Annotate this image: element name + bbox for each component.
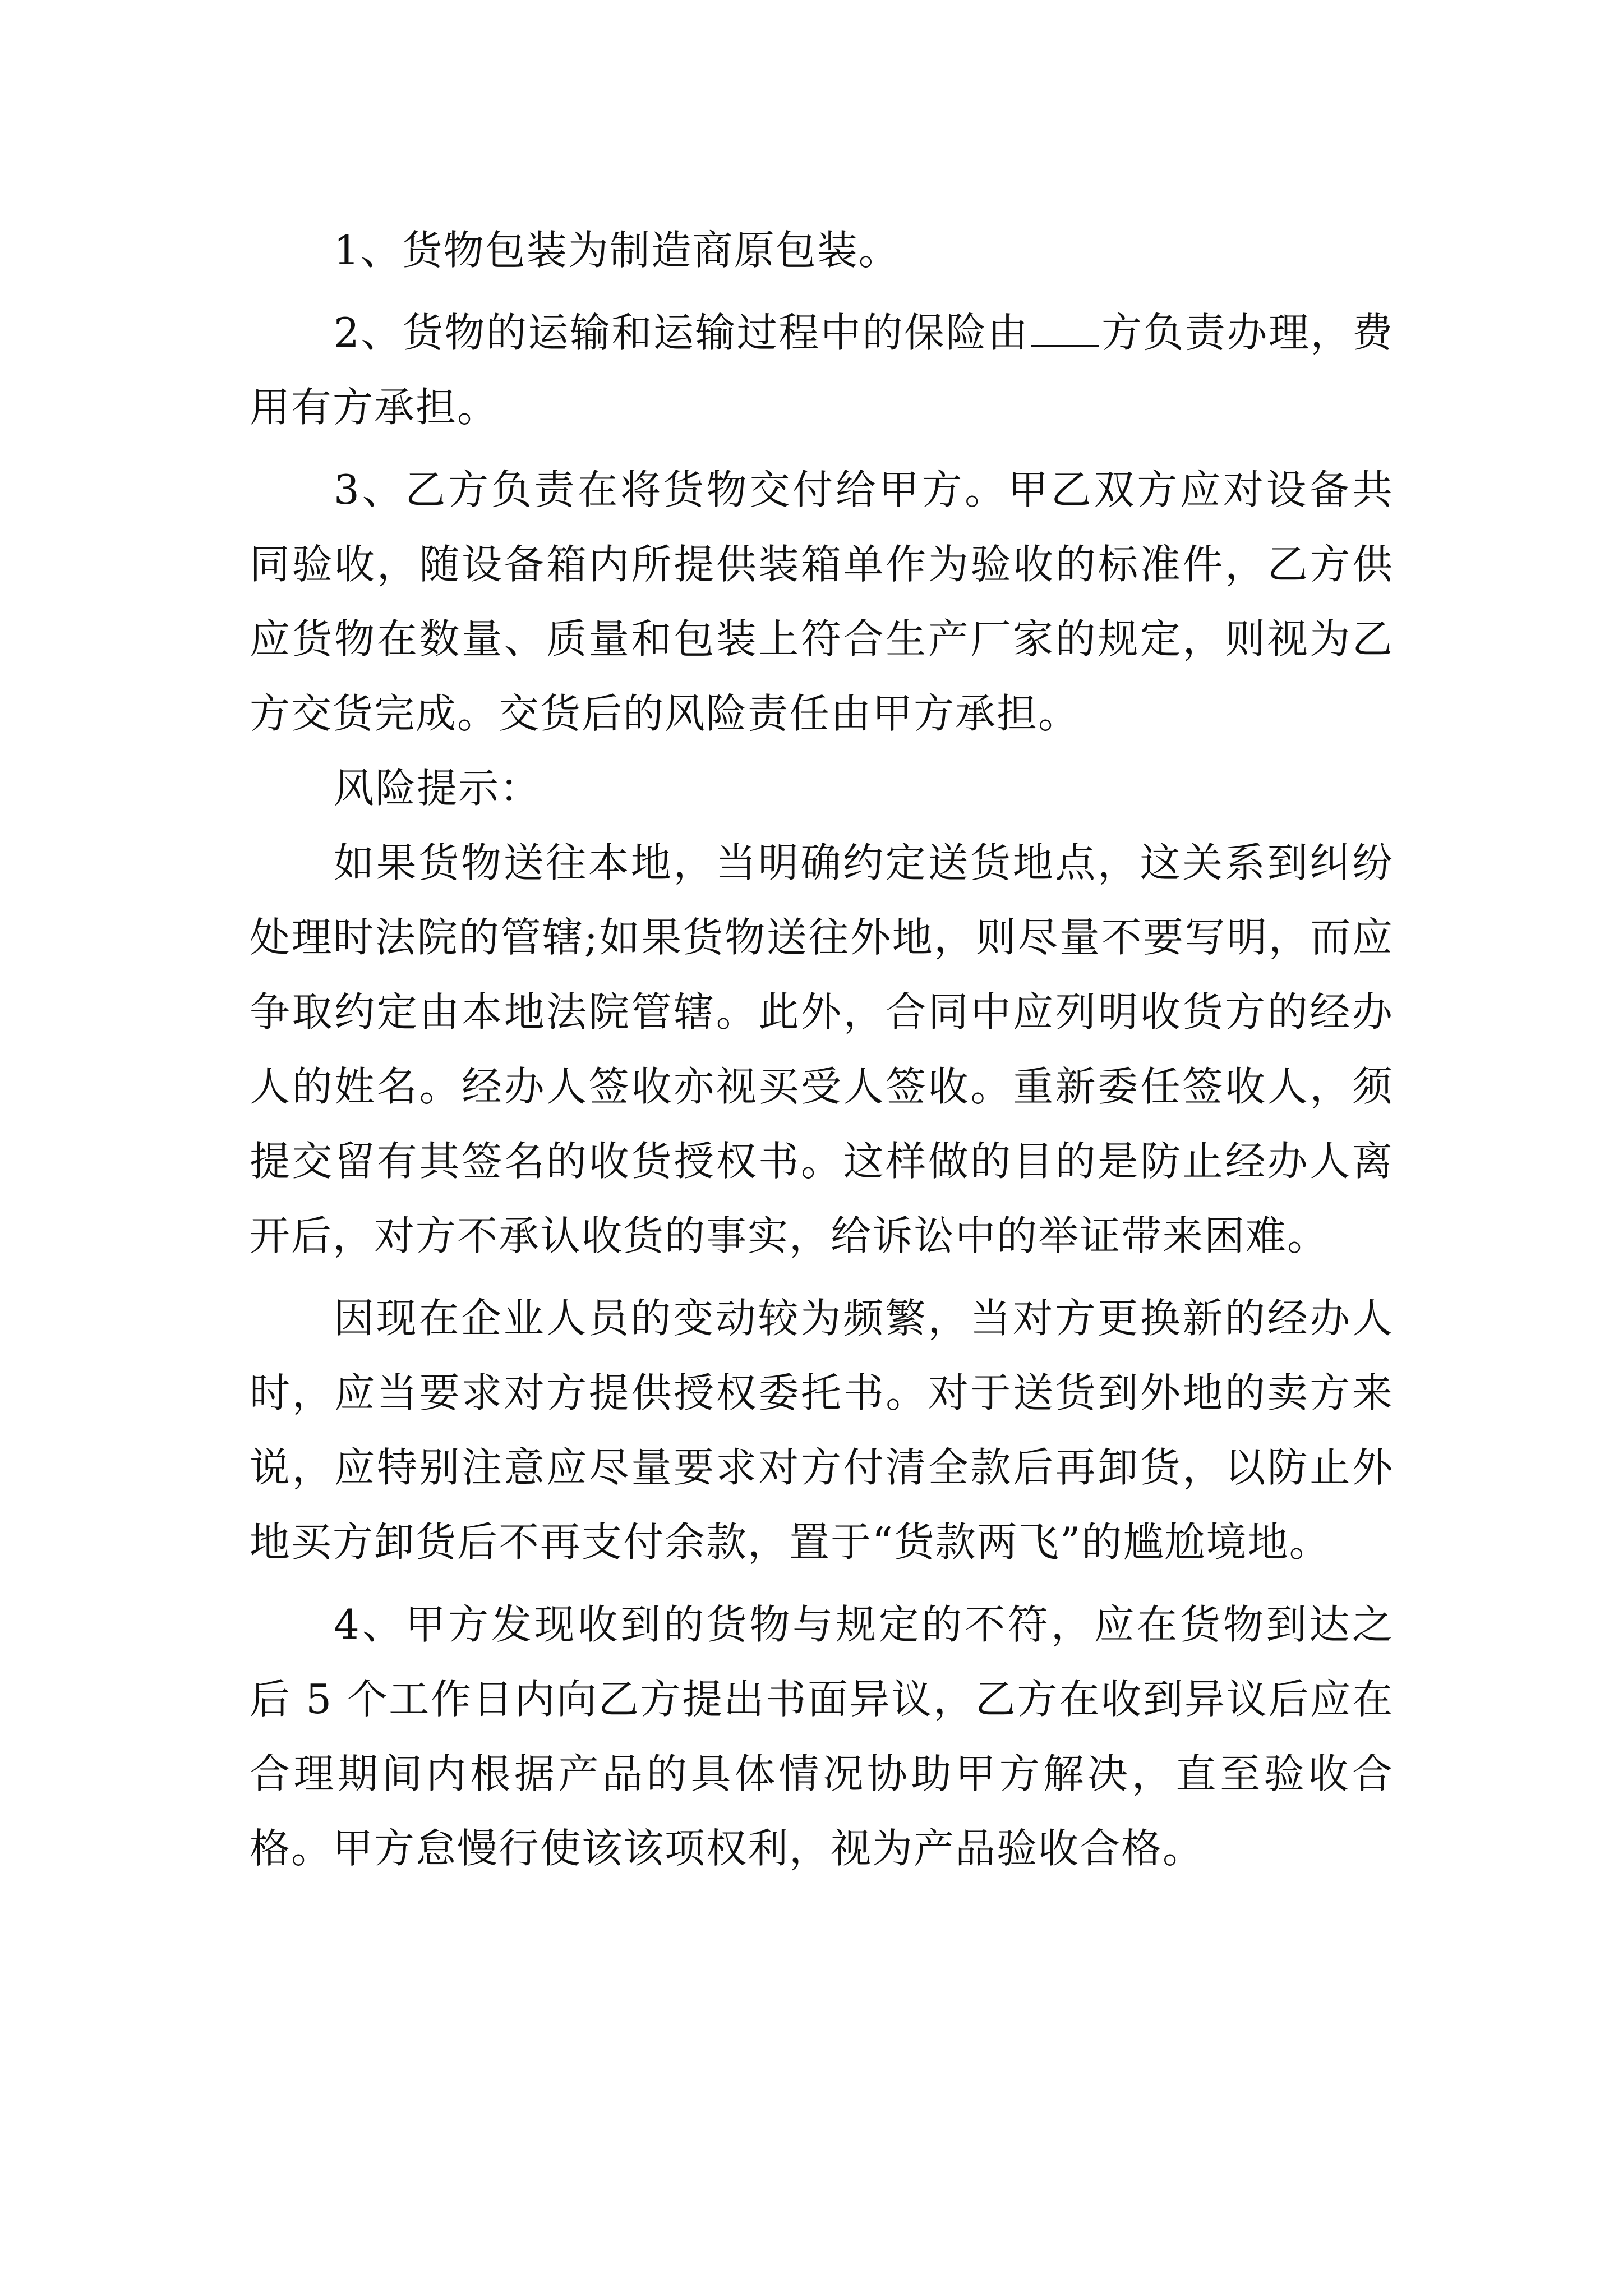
paragraph-transport-insurance <box>250 296 1394 445</box>
fill-in-blank <box>1031 311 1099 347</box>
paragraph-risk-personnel-change: 因现在企业人员的变动较为频繁，当对方更换新的经办人时，应当要求对方提供授权委托书。对于送货到外地的卖方来说，应特别注意应尽量要求对方付清全款后再卸货，以防止外地买方卸货后不再支付余款，置于“货款两飞”的尴尬境地。 <box>250 1295 1394 1566</box>
paragraph-objection-period: 4、甲方发现收到的货物与规定的不符，应在货物到达之后 5 个工作日内向乙方提出书面异议，乙方在收到异议后应在合理期间内根据产品的具体情况协助甲方解决，直至验收合格。甲方怠慢行使该该项权利，视为产品验收合格。 <box>250 1601 1394 1872</box>
paragraph-risk-delivery-location: 如果货物送往本地，当明确约定送货地点，这关系到纠纷处理时法院的管辖;如果货物送往外地，则尽量不要写明，而应争取约定由本地法院管辖。此外，合同中应列明收货方的经办人的姓名。经办人签收亦视买受人签收。重新委任签收人，须提交留有其签名的收货授权书。这样做的目的是防止经办人离开后，对方不承认收货的事实，给诉讼中的举证带来困难。 <box>250 839 1394 1259</box>
paragraph-packaging: 1、货物包装为制造商原包装。 <box>334 227 900 274</box>
paragraph-transport-insurance-lead: 2、货物的运输和运输过程中的保险由 <box>334 309 1030 356</box>
paragraph-delivery-acceptance: 3、乙方负责在将货物交付给甲方。甲乙双方应对设备共同验收，随设备箱内所提供装箱单作为验收的标准件，乙方供应货物在数量、质量和包装上符合生产厂家的规定，则视为乙方交货完成。交货后的风险责任由甲方承担。 <box>250 466 1394 737</box>
document-body <box>250 213 1394 1886</box>
paragraph-transport-insurance-tail: 方负责办理，费用有方承担。 <box>250 309 1394 431</box>
risk-notice-heading: 风险提示： <box>334 765 542 812</box>
